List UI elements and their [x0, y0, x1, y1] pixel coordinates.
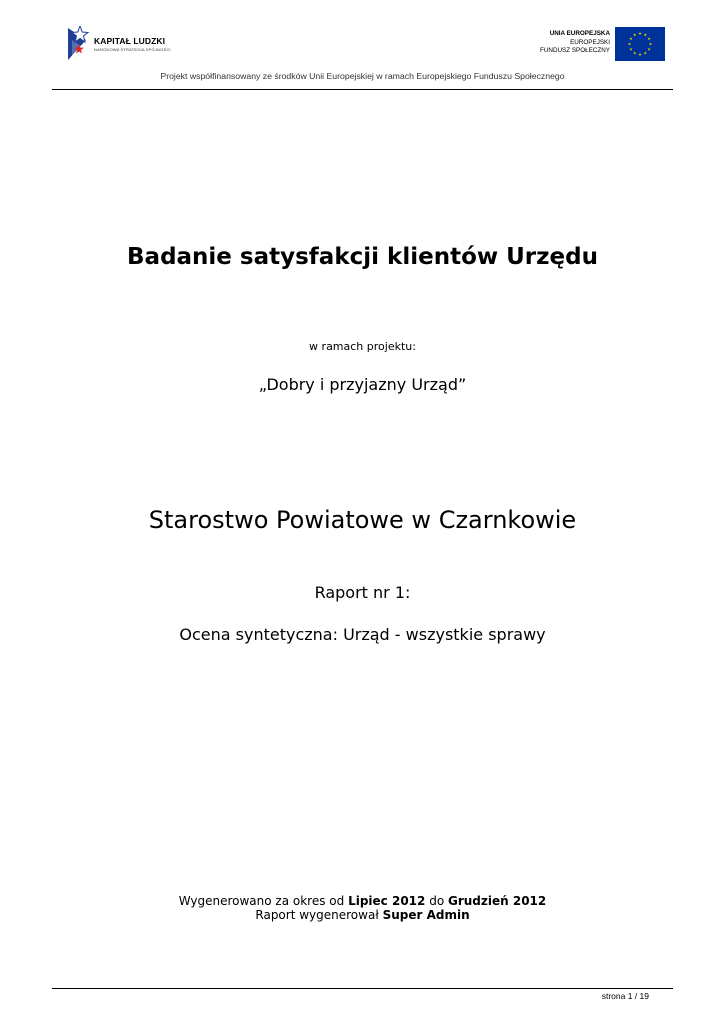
report-number: Raport nr 1: [314, 583, 411, 602]
eu-logo-text [540, 30, 610, 56]
period-from: Lipiec 2012 [348, 894, 426, 908]
kapital-ludzki-emblem-icon [66, 26, 92, 62]
eu-logo-line2: EUROPEJSKI [570, 38, 610, 46]
period-joiner: do [429, 894, 445, 908]
report-description: Ocena syntetyczna: Urząd - wszystkie sprawy [179, 625, 546, 644]
project-name: „Dobry i przyjazny Urząd” [258, 375, 467, 394]
cofinancing-note: Projekt współfinansowany ze środków Unii Europejskiej w ramach Europejskiego Funduszu Społecznego [160, 71, 565, 81]
eu-logo-line1: UNIA EUROPEJSKA [549, 30, 610, 37]
period-prefix: Wygenerowano za okres od [178, 894, 345, 908]
kapital-ludzki-logo [66, 26, 186, 62]
kapital-ludzki-title: KAPITAŁ LUDZKI [94, 36, 166, 46]
period-to: Grudzień 2012 [448, 894, 547, 908]
author-name: Super Admin [382, 908, 470, 922]
eu-logo-line3: FUNDUSZ SPOŁECZNY [540, 47, 610, 54]
page-number: strona 1 / 19 [601, 991, 649, 1001]
in-frame-label: w ramach projektu: [309, 340, 416, 353]
page-header [0, 0, 725, 92]
header-divider [52, 89, 673, 90]
eu-flag-icon [615, 27, 665, 61]
footer-divider [52, 988, 673, 989]
kapital-ludzki-subtitle: NARODOWA STRATEGIA SPÓJNOŚCI [94, 47, 171, 52]
author-prefix: Raport wygenerował [255, 908, 379, 922]
generation-info [0, 894, 725, 922]
generation-author [0, 908, 725, 922]
office-name: Starostwo Powiatowe w Czarnkowie [148, 506, 577, 534]
generation-period [0, 894, 725, 908]
document-title: Badanie satysfakcji klientów Urzędu [127, 244, 598, 270]
